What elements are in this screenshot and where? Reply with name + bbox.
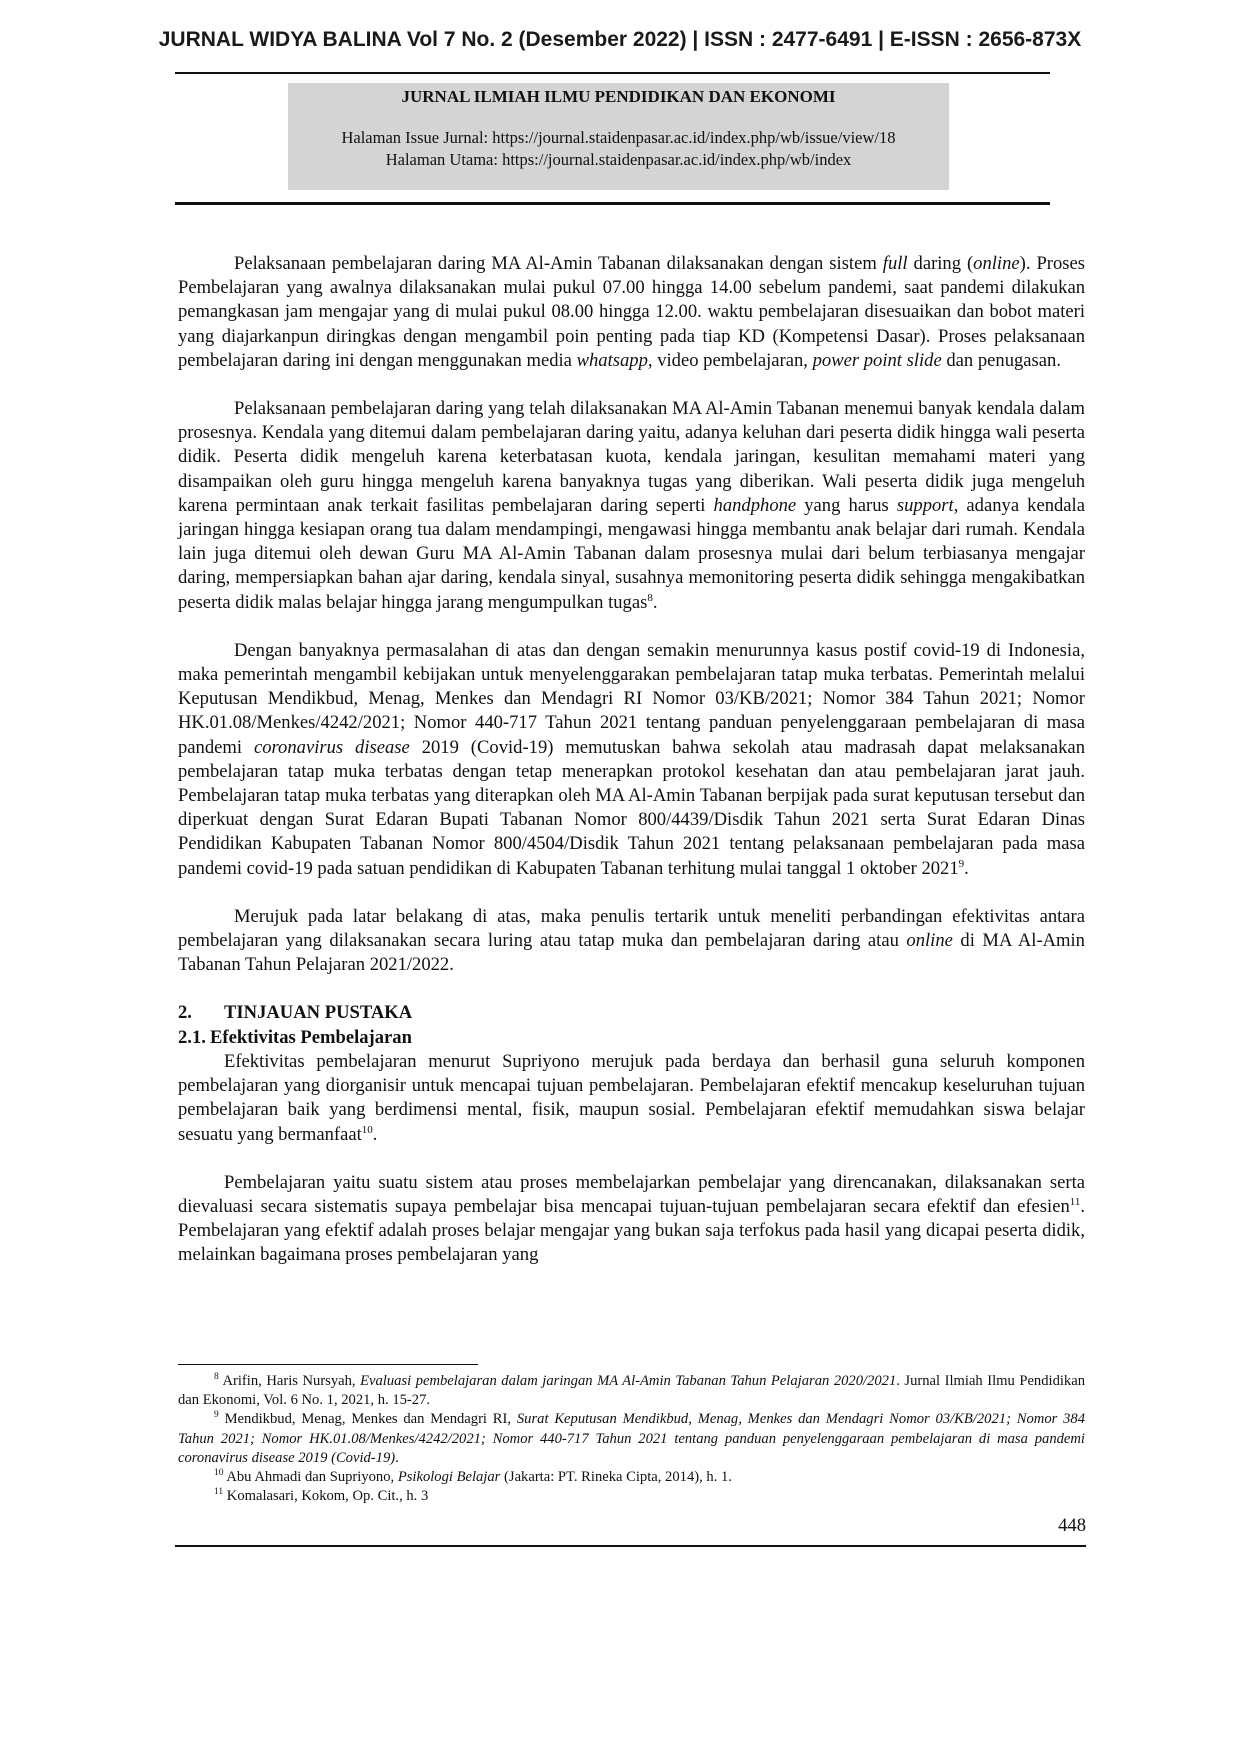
footnotes [178,1372,1085,1506]
italic-run: coronavirus disease [253,736,410,758]
footnote-ref-11[interactable]: 11 [1069,1195,1081,1208]
page-number: 448 [1058,1515,1086,1536]
text-run: yang harus [796,494,897,516]
italic-run: support [896,494,954,516]
text-run: Pembelajaran yaitu suatu sistem atau proses membelajarkan pembelajar yang direncanakan, dilaksanakan serta dievaluasi secara sistematis supaya pembelajar bisa mencapai tujuan-tujuan pembelajaran secara efektif dan efesien [178,1171,1085,1217]
issue-page-line: Halaman Issue Jurnal: https://journal.staidenpasar.ac.id/index.php/wb/issue/view/18 [341,128,896,147]
text-run: Mendikbud, Menag, Menkes dan Mendagri RI, [218,1411,517,1428]
italic-run: Surat Keputusan Mendikbud, Menag, Menkes dan Mendagri Nomor 03/KB/2021; Nomor 384 Tahun 2021; Nomor HK.01.08/Menkes/4242/2021; Nomor 440-717 Tahun 2021 tentang panduan penyelenggaraan pembelajaran di masa pandemi coronavirus disease 2019 (Covid-19) [178,1411,1086,1466]
paragraph-3 [178,639,1085,881]
italic-run: power point slide [812,349,942,371]
footnote-number: 9 [214,1410,219,1421]
text-run: . [964,857,969,879]
section-number: 2. [178,1002,192,1024]
paragraph-1 [178,252,1085,373]
paragraph-6 [178,1171,1085,1268]
footnote-8 [178,1372,1085,1410]
italic-run: handphone [713,494,797,516]
text-run: . [372,1123,378,1145]
text-run: (Jakarta: PT. Rineka Cipta, 2014), h. 1. [500,1469,732,1486]
text-run: Dengan banyaknya permasalahan di atas dan dengan semakin menurunnya kasus postif covid-19 di Indonesia, maka pemerintah mengambil kebijakan untuk menyelenggarakan pembelajaran tatap muka terbatas. Pemerintah melalui Keputusan Mendikbud, Menag, Menkes dan Mendagri RI Nomor 03/KB/2021; Nomor 384 Tahun 2021; Nomor HK.01.08/Menkes/4242/2021; Nomor 440-717 Tahun 2021 tentang panduan penyelenggaraan pembelajaran di masa pandemi [178,639,1085,758]
running-header: JURNAL WIDYA BALINA Vol 7 No. 2 (Desember 2022) | ISSN : 2477-6491 | E-ISSN : 2656-873X [158,28,1082,51]
paragraph-2 [178,397,1085,615]
footnote-number: 11 [214,1487,224,1498]
footer-rule [175,1545,1086,1547]
italic-run: online [906,930,953,952]
text-run: . Pembelajaran yang efektif adalah proses belajar mengajar yang bukan saja terfokus pada hasil yang dicapai peserta didik, melainkan bagaimana proses pembelajaran yang [178,1195,1085,1266]
footnote-ref-10[interactable]: 10 [361,1123,373,1136]
paragraph-4 [178,905,1085,978]
journal-box-title: JURNAL ILMIAH ILMU PENDIDIKAN DAN EKONOMI [401,87,836,106]
text-run: daring ( [907,253,974,274]
text-run: . Jurnal Ilmiah Ilmu Pendidikan dan Ekonomi, Vol. 6 No. 1, 2021, h. 15-27. [178,1373,1086,1409]
text-run: , video pembelajaran, [647,349,813,371]
footnote-11 [178,1487,1085,1506]
italic-run: online [973,253,1020,274]
section-heading [178,1001,1085,1025]
text-run: Abu Ahmadi dan Supriyono, [223,1469,398,1486]
footnote-separator [178,1364,478,1365]
italic-run: whatsapp [576,349,648,371]
subsection-title: Efektivitas Pembelajaran [210,1026,412,1048]
footnote-number: 8 [214,1372,219,1383]
header-rule-bottom [175,202,1050,205]
text-run: Pelaksanaan pembelajaran daring MA Al-Amin Tabanan dilaksanakan dengan sistem [234,253,883,274]
italic-run: Evaluasi pembelajaran dalam jaringan MA Al-Amin Tabanan Tahun Pelajaran 2020/2021 [360,1373,897,1389]
text-run: ). Proses Pembelajaran yang awalnya dilaksanakan mulai pukul 07.00 hingga 14.00 sebelum pandemi, saat pandemi dilakukan pemangkasan jam mengajar yang di mulai pukul 08.00 hingga 12.00. waktu pembelajaran disesuaikan dan bobot materi yang diajarkanpun diringkas dengan mengambil poin penting pada tiap KD (Kompetensi Dasar). Proses pelaksanaan pembelajaran daring ini dengan menggunakan media [178,253,1085,371]
paragraph-5 [178,1050,1085,1147]
text-run: dan penugasan. [941,349,1061,371]
subsection-number: 2.1. [178,1026,206,1048]
home-page-line: Halaman Utama: https://journal.staidenpasar.ac.id/index.php/wb/index [385,150,852,169]
journal-info-box [288,83,949,190]
text-run: Pelaksanaan pembelajaran daring yang telah dilaksanakan MA Al-Amin Tabanan menemui banyak kendala dalam prosesnya. Kendala yang ditemui dalam pembelajaran daring yaitu, adanya keluhan dari peserta didik hingga wali peserta didik. Peserta didik mengeluh karena keterbatasan kuota, kendala jaringan, kesulitan memahami materi yang disampaikan oleh guru hingga mengeluh karena banyaknya tugas yang diberikan. Wali peserta didik juga mengeluh karena permintaan anak terkait fasilitas pembelajaran daring seperti [178,398,1085,516]
text-run: Merujuk pada latar belakang di atas, maka penulis tertarik untuk meneliti perbandingan efektivitas antara pembelajaran yang dilaksanakan secara luring atau tatap muka dan pembelajaran daring atau [178,905,1085,952]
text-run: Efektivitas pembelajaran menurut Supriyono merujuk pada berdaya dan berhasil guna seluruh komponen pembelajaran yang diorganisir untuk mencapai tujuan pembelajaran. Pembelajaran efektif mencakup keseluruhan tujuan pembelajaran baik yang berdimensi mental, fisik, maupun sosial. Pembelajaran efektif memudahkan siswa belajar sesuatu yang bermanfaat [178,1050,1085,1145]
italic-run: full [882,253,908,274]
italic-run: Psikologi Belajar [397,1469,501,1486]
text-run: Arifin, Haris Nursyah, [218,1373,361,1389]
text-run: di MA Al-Amin Tabanan Tahun Pelajaran 2021/2022. [178,930,1085,976]
text-run: 2019 (Covid-19) memutuskan bahwa sekolah atau madrasah dapat melaksanakan pembelajaran tatap muka terbatas dengan tetap menerapkan protokol kesehatan dan atau pembelajaran jarat jauh. Pembelajaran tatap muka terbatas yang diterapkan oleh MA Al-Amin Tabanan berpijak pada surat keputusan tersebut dan diperkuat dengan Surat Edaran Bupati Tabanan Nomor 800/4439/Disdik Tahun 2021 serta Surat Edaran Dinas Pendidikan Kabupaten Tabanan Nomor 800/4504/Disdik Tahun 2021 tentang pelaksanaan pembelajaran pada masa pandemi covid-19 pada satuan pendidikan di Kabupaten Tabanan terhitung mulai tanggal 1 oktober 2021 [178,736,1085,879]
footnote-number: 10 [214,1468,224,1479]
footnote-ref-9[interactable]: 9 [958,857,965,870]
header-rule-top [175,72,1050,74]
subsection-heading [178,1026,1085,1050]
text-run: , adanya kendala jaringan hingga kesiapan orang tua dalam mendampingi, mengawasi hingga membantu anak belajar dari rumah. Kendala lain juga ditemui oleh dewan Guru MA Al-Amin Tabanan dalam prosesnya mulai dari belum terbiasanya mengajar daring, mempersiapkan bahan ajar daring, kendala sinyal, susahnya memonitoring peserta didik sehingga mengakibatkan peserta didik malas belajar hingga jarang mengumpulkan tugas [178,494,1085,613]
text-run: . [395,1449,399,1466]
footnote-10 [178,1468,1085,1487]
text-run: Komalasari, Kokom, Op. Cit., h. 3 [223,1488,429,1505]
section-title: TINJAUAN PUSTAKA [224,1002,413,1024]
footnote-ref-8[interactable]: 8 [647,591,653,604]
footnote-9 [178,1410,1085,1468]
body-text [178,252,1085,1268]
text-run: . [652,591,658,613]
